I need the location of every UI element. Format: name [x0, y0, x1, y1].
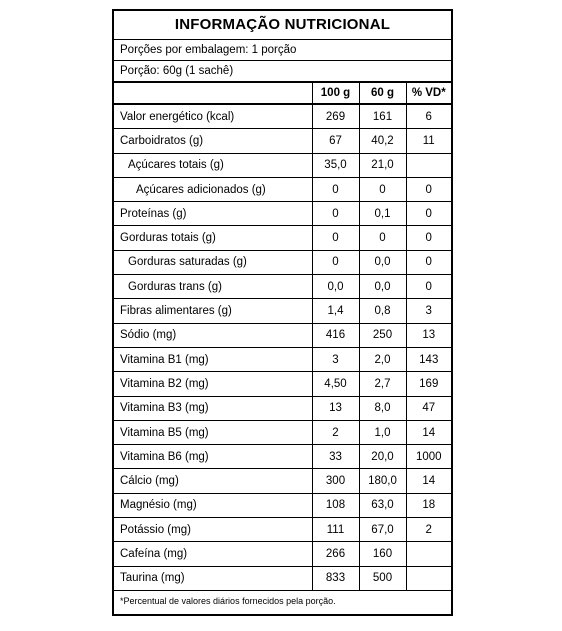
- nutrient-name: Vitamina B3 (mg): [114, 396, 312, 420]
- nutrient-rows: [114, 104, 451, 590]
- value-100g: 33: [312, 445, 359, 469]
- table-row: [114, 299, 451, 323]
- value-vd: [406, 566, 451, 590]
- value-100g: 0: [312, 202, 359, 226]
- nutrient-name: Cálcio (mg): [114, 469, 312, 493]
- nutrient-name: Fibras alimentares (g): [114, 299, 312, 323]
- table-row: [114, 153, 451, 177]
- table-row: [114, 250, 451, 274]
- value-60g: 20,0: [359, 445, 406, 469]
- value-100g: 111: [312, 518, 359, 542]
- value-vd: 0: [406, 226, 451, 250]
- table-row: [114, 420, 451, 444]
- table-row: [114, 347, 451, 371]
- table-row: [114, 177, 451, 201]
- nutrient-name: Gorduras totais (g): [114, 226, 312, 250]
- table-row: [114, 372, 451, 396]
- value-100g: 1,4: [312, 299, 359, 323]
- nutrient-name: Valor energético (kcal): [114, 104, 312, 129]
- value-vd: 0: [406, 202, 451, 226]
- nutrient-name: Sódio (mg): [114, 323, 312, 347]
- nutrient-name: Proteínas (g): [114, 202, 312, 226]
- nutrient-name: Vitamina B5 (mg): [114, 420, 312, 444]
- nutrient-name: Taurina (mg): [114, 566, 312, 590]
- value-vd: 3: [406, 299, 451, 323]
- value-100g: 833: [312, 566, 359, 590]
- label-title: INFORMAÇÃO NUTRICIONAL: [114, 11, 451, 40]
- table-row: [114, 445, 451, 469]
- value-60g: 8,0: [359, 396, 406, 420]
- table-row: [114, 469, 451, 493]
- value-100g: 67: [312, 129, 359, 153]
- serving-size: Porção: 60g (1 sachê): [114, 61, 451, 83]
- table-row: [114, 542, 451, 566]
- value-60g: 180,0: [359, 469, 406, 493]
- servings-per-package: Porções por embalagem: 1 porção: [114, 40, 451, 61]
- value-60g: 2,0: [359, 347, 406, 371]
- value-vd: 143: [406, 347, 451, 371]
- footnote: *Percentual de valores diários fornecidos pela porção.: [120, 595, 336, 606]
- nutrient-name: Açúcares totais (g): [114, 153, 312, 177]
- value-vd: 1000: [406, 445, 451, 469]
- value-vd: 2: [406, 518, 451, 542]
- table-row: [114, 104, 451, 129]
- value-60g: 1,0: [359, 420, 406, 444]
- value-vd: 169: [406, 372, 451, 396]
- value-60g: 63,0: [359, 493, 406, 517]
- nutrition-table: [114, 83, 451, 591]
- nutrient-name: Vitamina B6 (mg): [114, 445, 312, 469]
- table-row: [114, 226, 451, 250]
- value-100g: 108: [312, 493, 359, 517]
- table-header-row: [114, 83, 451, 104]
- value-vd: 13: [406, 323, 451, 347]
- value-vd: 14: [406, 420, 451, 444]
- value-100g: 2: [312, 420, 359, 444]
- value-100g: 13: [312, 396, 359, 420]
- value-vd: 0: [406, 250, 451, 274]
- value-60g: 500: [359, 566, 406, 590]
- value-60g: 2,7: [359, 372, 406, 396]
- nutrient-name: Potássio (mg): [114, 518, 312, 542]
- table-row: [114, 202, 451, 226]
- nutrition-facts-label: [112, 9, 453, 616]
- nutrient-name: Açúcares adicionados (g): [114, 177, 312, 201]
- value-vd: 11: [406, 129, 451, 153]
- table-row: [114, 129, 451, 153]
- value-60g: 0,1: [359, 202, 406, 226]
- value-vd: 47: [406, 396, 451, 420]
- table-row: [114, 396, 451, 420]
- nutrient-name: Vitamina B1 (mg): [114, 347, 312, 371]
- value-100g: 0: [312, 250, 359, 274]
- value-vd: 6: [406, 104, 451, 129]
- value-60g: 40,2: [359, 129, 406, 153]
- nutrient-name: Gorduras trans (g): [114, 275, 312, 299]
- value-vd: [406, 542, 451, 566]
- value-100g: 416: [312, 323, 359, 347]
- value-60g: 67,0: [359, 518, 406, 542]
- table-row: [114, 566, 451, 590]
- value-100g: 0: [312, 177, 359, 201]
- header-60g: 60 g: [359, 83, 406, 104]
- value-100g: 35,0: [312, 153, 359, 177]
- nutrient-name: Magnésio (mg): [114, 493, 312, 517]
- value-vd: 18: [406, 493, 451, 517]
- value-100g: 269: [312, 104, 359, 129]
- value-60g: 250: [359, 323, 406, 347]
- table-row: [114, 323, 451, 347]
- header-vd: % VD*: [406, 83, 451, 104]
- header-nutrient: [114, 83, 312, 104]
- value-vd: 0: [406, 275, 451, 299]
- value-100g: 3: [312, 347, 359, 371]
- value-60g: 21,0: [359, 153, 406, 177]
- value-60g: 0,0: [359, 275, 406, 299]
- value-60g: 0,0: [359, 250, 406, 274]
- nutrient-name: Carboidratos (g): [114, 129, 312, 153]
- table-row: [114, 493, 451, 517]
- header-100g: 100 g: [312, 83, 359, 104]
- value-100g: 300: [312, 469, 359, 493]
- table-row: [114, 518, 451, 542]
- value-100g: 4,50: [312, 372, 359, 396]
- value-100g: 0,0: [312, 275, 359, 299]
- value-60g: 0: [359, 177, 406, 201]
- value-60g: 160: [359, 542, 406, 566]
- value-100g: 266: [312, 542, 359, 566]
- value-vd: 0: [406, 177, 451, 201]
- nutrient-name: Cafeína (mg): [114, 542, 312, 566]
- value-100g: 0: [312, 226, 359, 250]
- value-60g: 0,8: [359, 299, 406, 323]
- table-row: [114, 275, 451, 299]
- nutrient-name: Vitamina B2 (mg): [114, 372, 312, 396]
- value-60g: 161: [359, 104, 406, 129]
- value-vd: 14: [406, 469, 451, 493]
- value-60g: 0: [359, 226, 406, 250]
- nutrient-name: Gorduras saturadas (g): [114, 250, 312, 274]
- value-vd: [406, 153, 451, 177]
